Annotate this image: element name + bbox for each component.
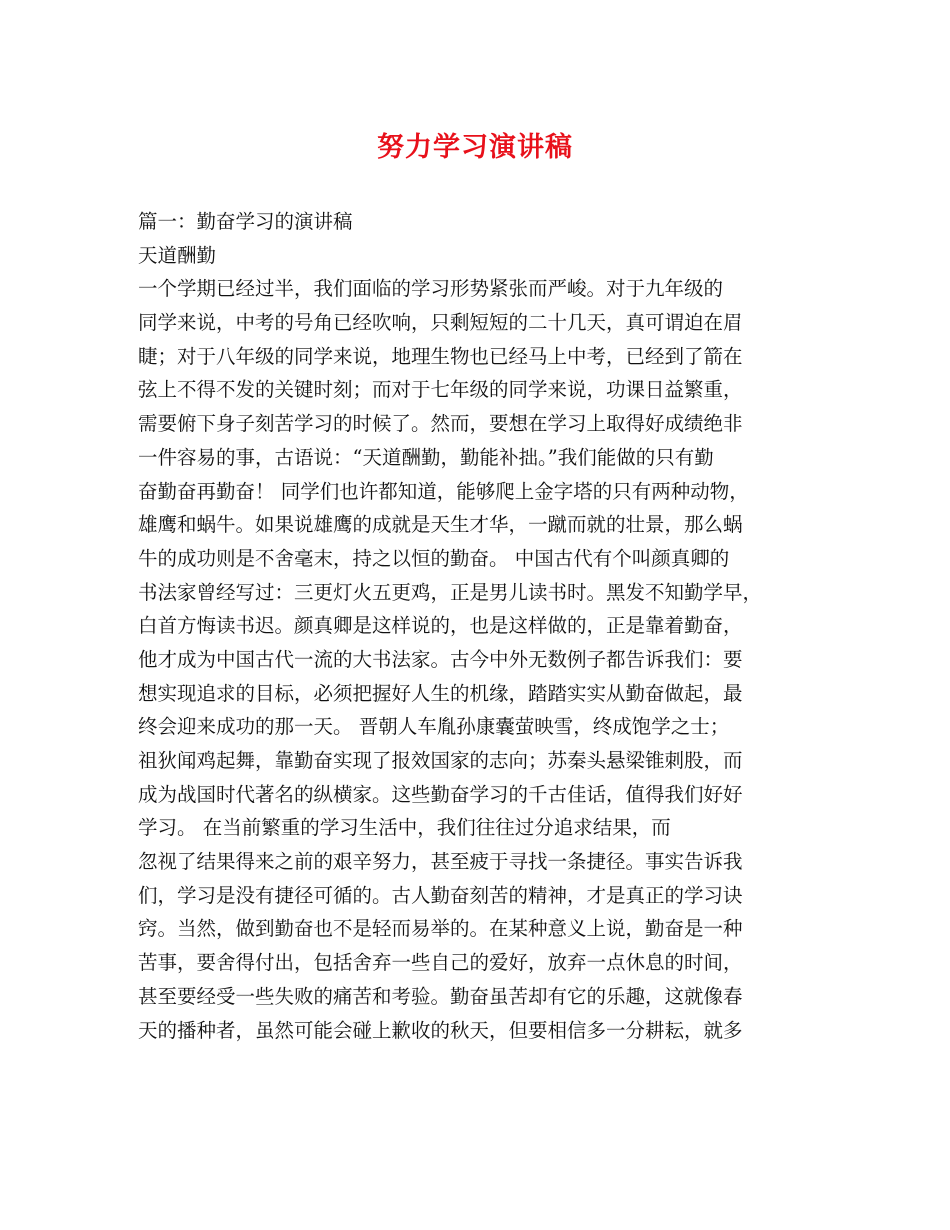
text-line: 奋勤奋再勤奋！ 同学们也许都知道，能够爬上金字塔的只有两种动物， <box>138 479 749 503</box>
text-line: 成为战国时代著名的纵横家。这些勤奋学习的千古佳话，值得我们好好 <box>138 782 743 806</box>
text-line: 弦上不得不发的关键时刻；而对于七年级的同学来说，功课日益繁重， <box>138 378 743 402</box>
text-line: 篇一：勤奋学习的演讲稿 <box>138 210 353 233</box>
text-line: 天道酬勤 <box>138 243 217 267</box>
text-line: 一个学期已经过半，我们面临的学习形势紧张而严峻。对于九年级的 <box>138 277 724 301</box>
text-line: 天的播种者，虽然可能会碰上歉收的秋天，但要相信多一分耕耘，就多 <box>138 1018 743 1042</box>
text-line: 同学来说，中考的号角已经吹响，只剩短短的二十几天，真可谓迫在眉 <box>138 311 743 335</box>
text-line: 雄鹰和蜗牛。如果说雄鹰的成就是天生才华，一蹴而就的壮景，那么蜗 <box>138 513 743 537</box>
text-line: 书法家曾经写过：三更灯火五更鸡，正是男儿读书时。黑发不知勤学早， <box>138 580 763 604</box>
text-line: 白首方悔读书迟。颜真卿是这样说的，也是这样做的，正是靠着勤奋， <box>138 614 743 638</box>
text-line: 苦事，要舍得付出，包括舍弃一些自己的爱好，放弃一点休息的时间， <box>138 951 743 975</box>
text-line: 甚至要经受一些失败的痛苦和考验。勤奋虽苦却有它的乐趣，这就像春 <box>138 984 743 1008</box>
text-line: 学习。 在当前繁重的学习生活中，我们往往过分追求结果，而 <box>138 816 671 840</box>
text-line: 他才成为中国古代一流的大书法家。古今中外无数例子都告诉我们：要 <box>138 647 743 671</box>
text-line: 睫；对于八年级的同学来说，地理生物也已经马上中考，已经到了箭在 <box>138 344 743 368</box>
text-line: 想实现追求的目标，必须把握好人生的机缘，踏踏实实从勤奋做起，最 <box>138 681 743 705</box>
text-line: 祖狄闻鸡起舞，靠勤奋实现了报效国家的志向；苏秦头悬梁锥刺股，而 <box>138 749 743 772</box>
page-title: 努力学习演讲稿 <box>377 132 573 163</box>
text-line: 终会迎来成功的那一天。 晋朝人车胤孙康囊萤映雪，终成饱学之士； <box>138 715 730 739</box>
document-body <box>138 205 828 1047</box>
text-line: 们，学习是没有捷径可循的。古人勤奋刻苦的精神，才是真正的学习诀 <box>138 883 743 907</box>
text-line: 窍。当然，做到勤奋也不是轻而易举的。在某种意义上说，勤奋是一种 <box>138 917 743 941</box>
text-line: 牛的成功则是不舍毫末，持之以恒的勤奋。 中国古代有个叫颜真卿的 <box>138 546 730 570</box>
text-line: 需要俯下身子刻苦学习的时候了。然而，要想在学习上取得好成绩绝非 <box>138 412 743 436</box>
text-line: 一件容易的事，古语说：“天道酬勤，勤能补拙。”我们能做的只有勤 <box>138 445 714 469</box>
text-line: 忽视了结果得来之前的艰辛努力，甚至疲于寻找一条捷径。事实告诉我 <box>138 850 743 874</box>
